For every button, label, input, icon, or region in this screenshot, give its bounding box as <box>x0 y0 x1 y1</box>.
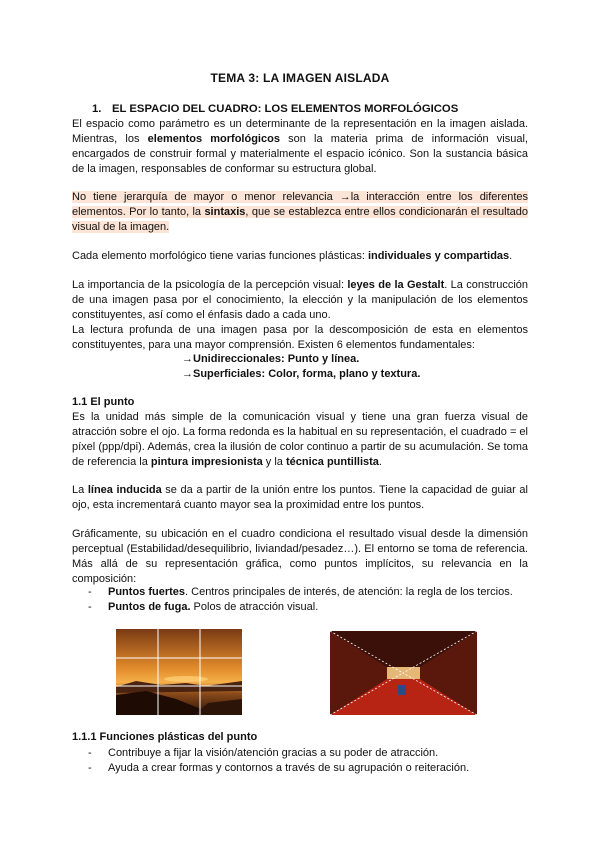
bold-run: Puntos de fuga. <box>108 601 191 613</box>
bullet-fijar-vision <box>88 746 438 761</box>
bullet-dash: - <box>88 762 92 774</box>
bold-run: sintaxis <box>204 206 246 218</box>
section-number: 1. <box>92 103 102 115</box>
arrow-unidireccionales: →Unidireccionales: Punto y línea. <box>182 353 360 365</box>
page-title: TEMA 3: LA IMAGEN AISLADA <box>210 71 390 85</box>
text-run: Cada elemento morfológico tiene varias funciones plásticas: <box>72 250 368 262</box>
section-title: EL ESPACIO DEL CUADRO: LOS ELEMENTOS MORFOLÓGICOS <box>112 103 459 115</box>
text-run: Ayuda a crear formas y contornos a través de su agrupación o reiteración. <box>108 762 470 774</box>
bold-run: individuales y compartidas <box>367 250 510 262</box>
bullet-puntos-fuga <box>88 600 318 615</box>
bold-run: Puntos fuertes <box>108 586 186 598</box>
bullet-dash: - <box>88 601 92 613</box>
text-run: El espacio como parámetro es un determinante de la representación en la imagen aislada. Mientras, los <box>72 118 528 145</box>
bullet-dash: - <box>88 586 92 598</box>
text-run: Polos de atracción visual. <box>190 601 319 613</box>
text-run: y la <box>262 456 286 468</box>
child-figure <box>398 685 406 695</box>
arrow-superficiales: →Superficiales: Color, forma, plano y textura. <box>182 368 421 380</box>
text-run: . Centros principales de interés, de atención: la regla de los tercios. <box>185 586 513 598</box>
text-run: Es la unidad más simple de la comunicación visual y tiene una gran fuerza visual de atracción sobre el ojo. La forma redonda es la habitual en su representación, el cuadrado = el píxel (ppp/dpi). Además, crea la ilusión de color continuo a partir de su acumulación. Se toma de referencia la <box>72 411 528 468</box>
corridor-illustration <box>330 631 477 715</box>
paragraph-espacio <box>72 117 528 177</box>
text-run: son la materia prima de información visual, encargados de construir formal y materialmente el espacio icónico. Son la sustancia básica de la imagen, responsables de conformar su estructura global. <box>72 133 528 175</box>
text-run: . La construcción de una imagen pasa por el conocimiento, la elección y la manipulación de los elementos constituyentes, así como el énfasis dado a cada uno. <box>72 279 529 321</box>
bold-run: técnica puntillista <box>285 456 379 468</box>
subheading-punto: 1.1 El punto <box>72 396 135 408</box>
section-heading <box>92 103 458 115</box>
text-run: , que se establezca entre ellos condicionarán el resultado visual de la imagen. <box>72 206 528 233</box>
bullet-crear-formas <box>88 761 469 776</box>
bullet-puntos-fuertes <box>88 585 513 600</box>
paragraph-graficamente: Gráficamente, su ubicación en el cuadro condiciona el resultado visual desde la dimensión perceptual (Estabilidad/desequilibrio, liviandad/pesadez…). El entorno se toma de referencia. Más allá de su representación gráfica, como puntos implícitos, su relevancia en la composición: <box>72 528 528 585</box>
text-run: . <box>378 456 382 468</box>
paragraph-gestalt <box>72 278 528 323</box>
bold-run: leyes de la Gestalt <box>347 279 445 291</box>
bold-run: pintura impresionista <box>150 456 263 468</box>
text-run: Contribuye a fijar la visión/atención gracias a su poder de atracción. <box>108 747 439 759</box>
bold-run: línea inducida <box>87 484 162 496</box>
sun-reflection <box>164 676 208 682</box>
subheading-funciones-plasticas: 1.1.1 Funciones plásticas del punto <box>72 731 258 743</box>
text-run: se da a partir de la unión entre los puntos. Tiene la capacidad de guiar al ojo, esta incrementará cuanto mayor sea la proximidad entre los puntos. <box>72 484 528 511</box>
bullet-dash: - <box>88 747 92 759</box>
paragraph-jerarquia <box>72 190 528 235</box>
bold-run: elementos morfológicos <box>147 133 280 145</box>
paragraph-funciones <box>72 249 528 264</box>
paragraph-linea-inducida <box>72 483 528 513</box>
text-run: . <box>509 250 513 262</box>
text-run: No tiene jerarquía de mayor o menor relevancia →la interacción entre los diferentes elementos. Por lo tanto, la <box>72 191 528 218</box>
sunset-thirds-photo <box>116 629 242 715</box>
paragraph-punto <box>72 410 528 470</box>
text-run: La importancia de la psicología de la percepción visual: <box>72 279 348 291</box>
sunset-illustration <box>116 629 242 715</box>
text-run: La <box>72 484 88 496</box>
paragraph-lectura: La lectura profunda de una imagen pasa por la descomposición de esta en elementos constituyentes, para una mayor comprensión. Existen 6 elementos fundamentales: <box>72 324 528 351</box>
corridor-vanishing-photo <box>330 631 477 715</box>
